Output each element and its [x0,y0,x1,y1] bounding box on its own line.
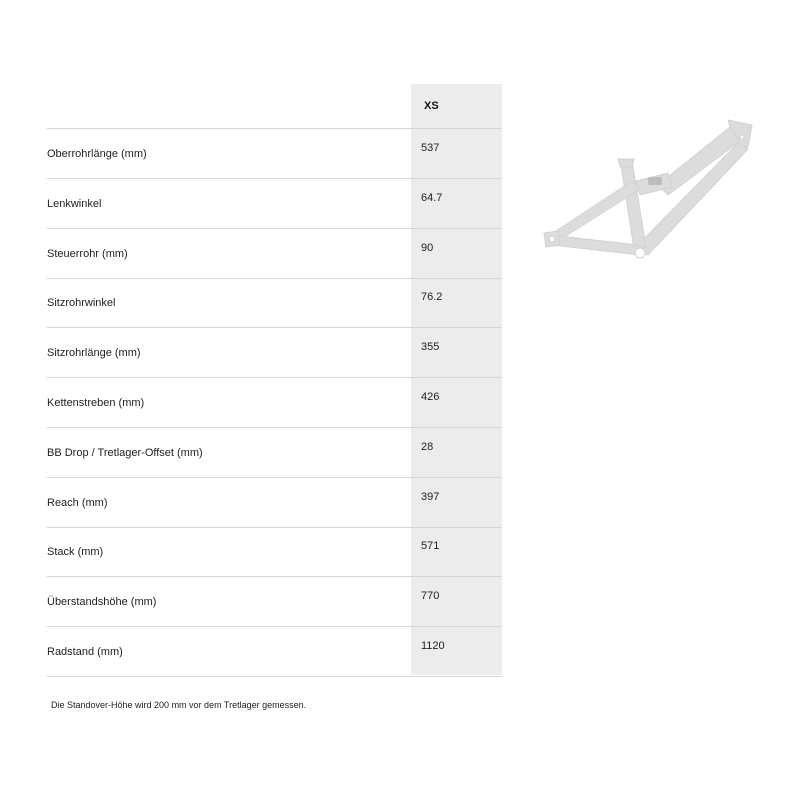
row-value-xs: 426 [421,391,440,403]
table-row [47,378,502,428]
row-label: Stack (mm) [47,546,104,559]
row-label: Kettenstreben (mm) [47,397,145,409]
row-value-xs: 397 [421,490,440,503]
row-label: Oberrohrlänge (mm) [47,148,147,160]
row-label: Steuerrohr (mm) [47,247,128,260]
row-value-xs: 76.2 [421,291,443,304]
row-value-xs: 28 [421,440,434,453]
table-row [47,129,502,179]
row-label: Sitzrohrwinkel [47,297,116,310]
table-row [47,328,502,378]
table-header [47,84,502,129]
row-label: Reach (mm) [47,496,108,509]
table-row [47,627,502,677]
table-row [47,478,502,528]
bike-frame-icon [540,115,760,265]
table-row [47,577,502,627]
row-value-xs: 355 [421,341,440,354]
footnote: Die Standover-Höhe wird 200 mm vor dem Tretlager gemessen. [51,700,307,710]
table-row [47,229,502,279]
size-header-xs: XS [424,100,439,112]
row-label: Lenkwinkel [47,197,102,210]
table-row [47,428,502,478]
row-value-xs: 770 [421,590,440,603]
table-row [47,179,502,229]
row-value-xs: 90 [421,241,434,254]
row-label: BB Drop / Tretlager-Offset (mm) [47,446,203,459]
table-row [47,278,502,328]
row-label: Sitzrohrlänge (mm) [47,347,141,360]
table-row [47,527,502,577]
row-label: Überstandshöhe (mm) [47,596,157,609]
row-label: Radstand (mm) [47,646,123,658]
row-value-xs: 64.7 [421,191,443,204]
row-value-xs: 1120 [421,640,445,652]
row-value-xs: 537 [421,142,440,154]
row-value-xs: 571 [421,540,440,553]
